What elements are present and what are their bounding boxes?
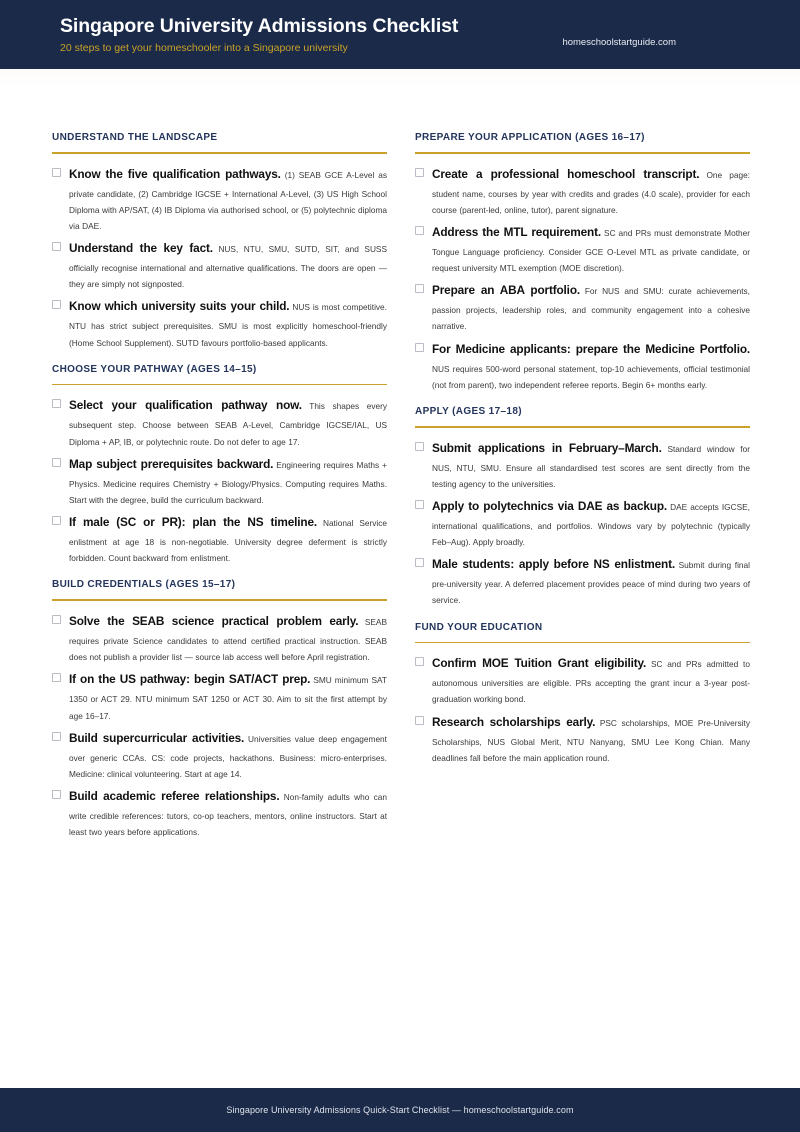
checklist-section — [415, 396, 750, 609]
header-fade-band — [0, 69, 800, 86]
section-title: FUND YOUR EDUCATION — [415, 621, 543, 633]
checkbox-icon[interactable] — [52, 673, 61, 682]
checklist-item[interactable] — [415, 437, 750, 492]
checklist-item-title: Build academic referee relationships. — [69, 789, 280, 804]
section-divider — [52, 599, 387, 601]
checklist-item-text — [69, 295, 387, 350]
checklist-item-title: Build supercurricular activities. — [69, 730, 245, 745]
checklist-item-text — [432, 163, 750, 218]
checklist-item[interactable] — [415, 338, 750, 393]
checklist-item[interactable] — [415, 495, 750, 550]
checkbox-icon[interactable] — [415, 226, 424, 235]
section-divider — [52, 384, 387, 386]
checklist-item-text — [432, 279, 750, 334]
checklist-item-text — [69, 668, 387, 723]
page-footer — [0, 1088, 800, 1132]
checklist-item-description: One page: student name, courses by year with credits and grades (4.0 scale), provider for each course (parent-led, online, tutor), parent signature. — [432, 169, 750, 215]
checklist-item-text — [69, 237, 387, 292]
checklist-item-title: If male (SC or PR): plan the NS timeline. — [69, 515, 318, 530]
checkbox-icon[interactable] — [52, 242, 61, 251]
checkbox-icon[interactable] — [415, 284, 424, 293]
checklist-item-description: Non-family adults who can write credible references: tutors, co-op teachers, mentors, online instructors. Start at least two years before applications. — [69, 792, 387, 838]
site-url: homeschoolstartguide.com — [562, 37, 676, 48]
checklist-item-description: This shapes every subsequent step. Choose between SEAB A-Level, Cambridge IGCSE/IAL, US Diploma + AP, IB, or polytechnic route. Do not defer to age 17. — [69, 401, 387, 447]
section-title: CHOOSE YOUR PATHWAY (AGES 14–15) — [52, 363, 257, 375]
checklist-item-description: SC and PRs admitted to autonomous universities are eligible. PRs accepting the grant incur a 3-year post-graduation working bond. — [432, 659, 750, 705]
page-subtitle: 20 steps to get your homeschooler into a Singapore university — [60, 42, 348, 55]
checklist-item-description: Submit during final pre-university year. A deferred placement provides peace of mind during two years of service. — [432, 560, 750, 606]
checkbox-icon[interactable] — [52, 168, 61, 177]
checklist-item-description: SEAB requires private Science candidates to attend certified practical instruction. SEAB does not publish a provider list — source lab access well before April registration. — [69, 617, 387, 663]
checkbox-icon[interactable] — [52, 516, 61, 525]
checklist-item-title: Know the five qualification pathways. — [69, 166, 281, 181]
checklist-item-title: Select your qualification pathway now. — [69, 398, 302, 413]
checklist-item[interactable] — [415, 221, 750, 276]
checklist-sheet — [0, 132, 800, 1084]
checklist-item-description: PSC scholarships, MOE Pre-University Scholarships, NUS Global Merit, NTU Nanyang, SMU Lee Kong Chian. Many deadlines fall before the main application round. — [432, 717, 750, 763]
checklist-item-text — [69, 453, 387, 508]
checklist-item-text — [432, 652, 750, 707]
checklist-item[interactable] — [52, 511, 387, 566]
checklist-item-text — [432, 437, 750, 492]
section-title: APPLY (AGES 17–18) — [415, 405, 522, 417]
checklist-columns — [52, 132, 750, 843]
page-title: Singapore University Admissions Checklist — [60, 15, 459, 37]
section-divider — [52, 152, 387, 154]
checklist-item-text — [432, 711, 750, 766]
section-title: UNDERSTAND THE LANDSCAPE — [52, 132, 218, 143]
checkbox-icon[interactable] — [415, 343, 424, 352]
checklist-item-text — [432, 495, 750, 550]
checklist-section — [415, 612, 750, 766]
checklist-item-text — [432, 338, 750, 393]
checklist-item-title: For Medicine applicants: prepare the Medicine Portfolio. — [432, 341, 750, 356]
checklist-item-title: Create a professional homeschool transcript. — [432, 166, 700, 181]
checklist-item-text — [432, 553, 750, 608]
checklist-item-title: Prepare an ABA portfolio. — [432, 283, 580, 298]
checklist-item-description: SMU minimum SAT 1350 or ACT 29. NTU minimum SAT 1250 or ACT 30. Aim to sit the first attempt by age 16–17. — [69, 675, 387, 721]
checkbox-icon[interactable] — [52, 615, 61, 624]
checklist-item-title: Research scholarships early. — [432, 714, 596, 729]
checklist-item-text — [69, 163, 387, 235]
checkbox-icon[interactable] — [415, 168, 424, 177]
section-divider — [415, 426, 750, 428]
checkbox-icon[interactable] — [415, 716, 424, 725]
page-header — [0, 0, 800, 69]
checklist-item-title: Address the MTL requirement. — [432, 224, 602, 239]
checklist-item-description: NUS is most competitive. NTU has strict subject prerequisites. SMU is most explicitly homeschool-friendly (Home School Supplement). SUTD favours portfolio-based applicants. — [69, 302, 387, 348]
checklist-column-right — [415, 132, 750, 769]
checklist-item[interactable] — [415, 652, 750, 707]
checklist-section — [415, 132, 750, 393]
checkbox-icon[interactable] — [52, 458, 61, 467]
checklist-item[interactable] — [52, 453, 387, 508]
checklist-item-title: Apply to polytechnics via DAE as backup. — [432, 498, 668, 513]
checklist-section — [52, 569, 387, 840]
checklist-item-description: For NUS and SMU: curate achievements, passion projects, leadership roles, and community engagement into a cohesive narrative. — [432, 286, 750, 332]
section-divider — [415, 152, 750, 154]
checkbox-icon[interactable] — [415, 500, 424, 509]
checklist-item[interactable] — [415, 279, 750, 334]
checklist-item[interactable] — [52, 237, 387, 292]
checklist-item-title: Confirm MOE Tuition Grant eligibility. — [432, 656, 647, 671]
checklist-item-title: Know which university suits your child. — [69, 299, 290, 314]
checklist-item-text — [69, 511, 387, 566]
checklist-item-description: SC and PRs must demonstrate Mother Tongue Language proficiency. Consider GCE O-Level MTL as private candidate, or request university MTL exemption (MOE discretion). — [432, 227, 751, 274]
checklist-item[interactable] — [52, 163, 387, 235]
checklist-item[interactable] — [415, 163, 750, 218]
checkbox-icon[interactable] — [52, 300, 61, 309]
checklist-item[interactable] — [52, 295, 387, 350]
checklist-item-description: NUS, NTU, SMU, SUTD, SIT, and SUSS officially recognise international and alternative qualifications. The doors are open — they are simply not signposted. — [69, 244, 388, 290]
checklist-item-title: Map subject prerequisites backward. — [69, 456, 274, 471]
checklist-item-description: NUS requires 500-word personal statement, top-10 achievements, official testimonial (not from parent), two independent referee reports. Begin 6+ months early. — [432, 363, 750, 390]
checkbox-icon[interactable] — [415, 657, 424, 666]
footer-text: Singapore University Admissions Quick-Start Checklist — homeschoolstartguide.com — [226, 1105, 574, 1115]
checklist-item-description: Engineering requires Maths + Physics. Medicine requires Chemistry + Biology/Physics. Computing requires Maths. Start with the degree, build the curriculum backward. — [69, 459, 387, 505]
checklist-item-description: Universities value deep engagement over generic CCAs. CS: code projects, hackathons. Business: micro-enterprises. Medicine: clinical volunteering. Start at age 14. — [69, 733, 387, 779]
checklist-item-text — [69, 610, 387, 665]
checkbox-icon[interactable] — [52, 732, 61, 741]
checklist-item-title: If on the US pathway: begin SAT/ACT prep. — [69, 672, 311, 687]
checklist-item[interactable] — [415, 553, 750, 608]
checklist-item-description: National Service enlistment at age 18 is non-negotiable. University degree deferment is strictly forbidden. Count backward from enlistment. — [69, 518, 387, 564]
checklist-item-description: DAE accepts IGCSE, international qualifications, and portfolios. Windows vary by polytechnic (typically Feb–Aug). Apply broadly. — [432, 501, 750, 548]
checklist-item[interactable] — [52, 610, 387, 665]
checkbox-icon[interactable] — [52, 790, 61, 799]
checklist-item[interactable] — [415, 711, 750, 766]
checklist-item-text — [69, 785, 387, 840]
checklist-item-title: Male students: apply before NS enlistment. — [432, 557, 676, 572]
checklist-item-title: Solve the SEAB science practical problem early. — [69, 614, 359, 629]
section-title: PREPARE YOUR APPLICATION (AGES 16–17) — [415, 132, 645, 143]
checklist-item-title: Submit applications in February–March. — [432, 440, 662, 455]
checklist-item-description: (1) SEAB GCE A-Level as private candidate, (2) Cambridge IGCSE + International A-Level, (3) US High School Diploma with AP/SAT, (4) IB Diploma via authorised school, or (5) polytechnic diploma via DAE. — [69, 169, 387, 231]
checkbox-icon[interactable] — [415, 442, 424, 451]
checklist-item[interactable] — [52, 785, 387, 840]
checklist-item-text — [432, 221, 750, 276]
checklist-item[interactable] — [52, 727, 387, 782]
checklist-column-left — [52, 132, 387, 843]
checklist-item[interactable] — [52, 668, 387, 723]
checklist-item-text — [69, 394, 387, 449]
checklist-item-description: Standard window for NUS, NTU, SMU. Ensure all standardised test scores are sent directly from the testing agency to the universities. — [432, 443, 750, 489]
checklist-item[interactable] — [52, 394, 387, 449]
checkbox-icon[interactable] — [52, 399, 61, 408]
checklist-section — [52, 132, 387, 351]
section-divider — [415, 642, 750, 644]
checklist-section — [52, 354, 387, 567]
section-title: BUILD CREDENTIALS (AGES 15–17) — [52, 579, 236, 591]
checkbox-icon[interactable] — [415, 558, 424, 567]
checklist-item-title: Understand the key fact. — [69, 241, 213, 256]
checklist-item-text — [69, 727, 387, 782]
